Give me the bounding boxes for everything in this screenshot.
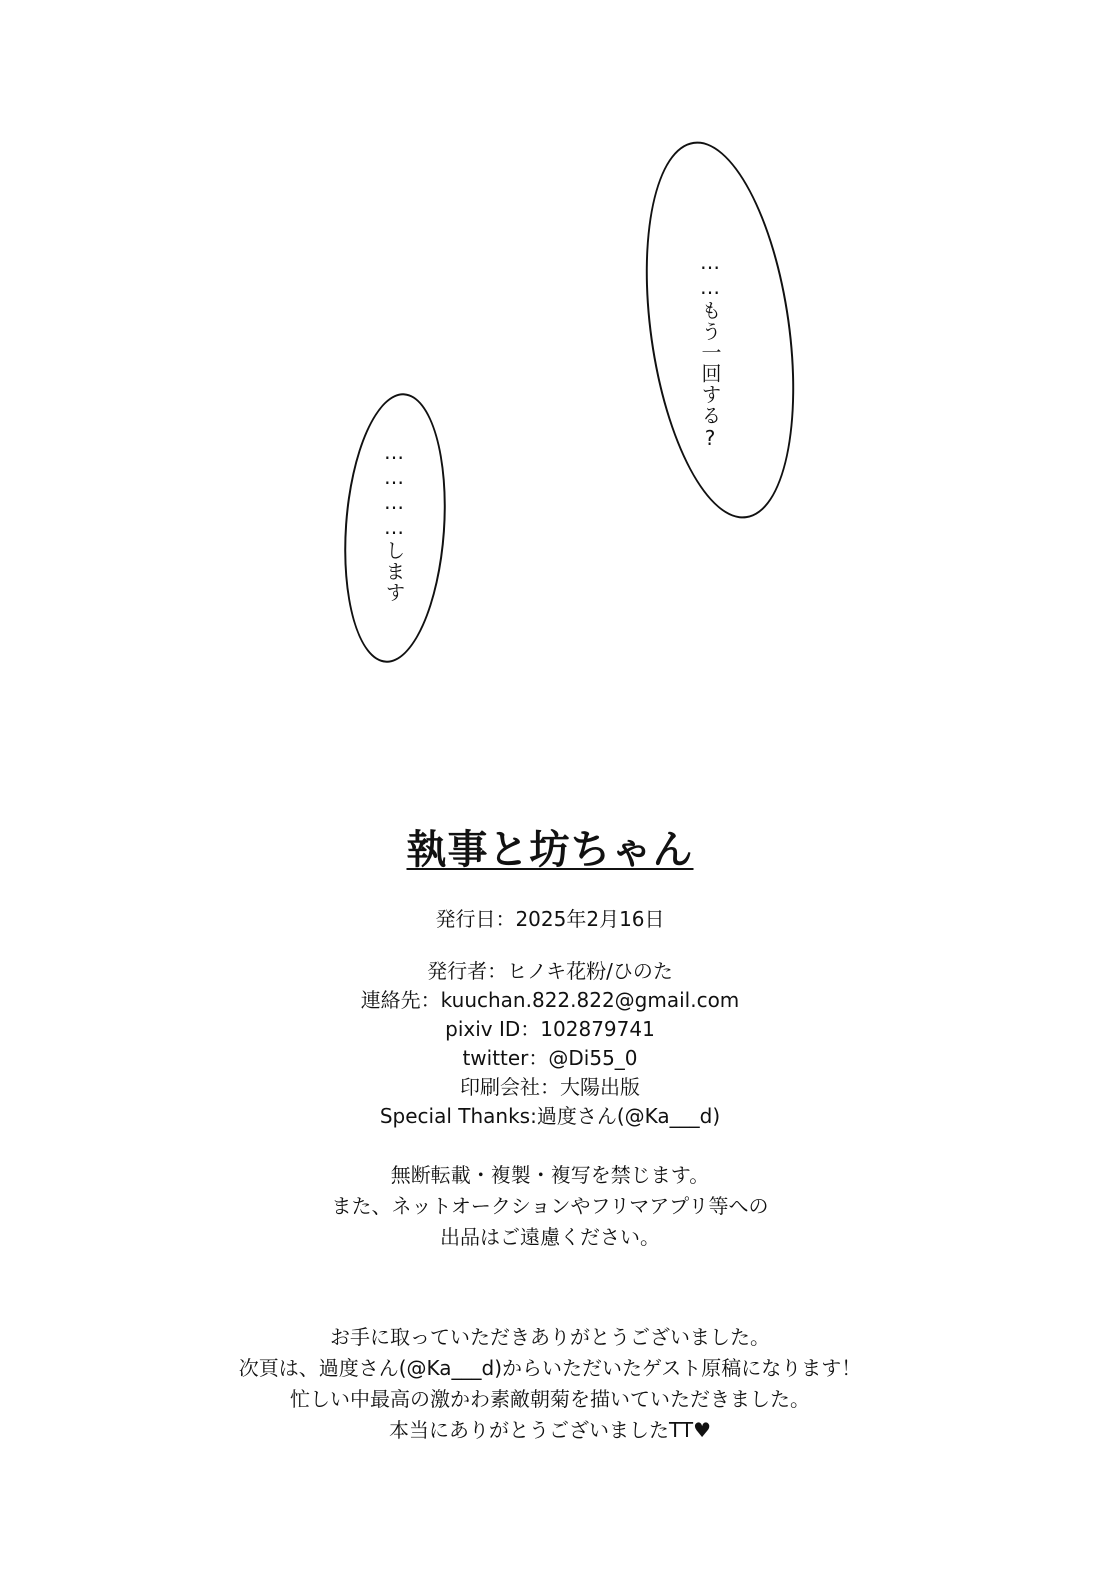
bubble-large-text: ……もう一回する? [698,250,722,451]
info-publisher: 発行者：ヒノキ花粉/ひのた [427,959,673,983]
thanks-line: お手に取っていただきありがとうございました。 [330,1325,770,1349]
info-twitter: twitter：@Di55_0 [462,1046,638,1070]
publisher-info [0,957,1100,1131]
notice-line: 出品はご遠慮ください。 [440,1225,660,1249]
thanks-line: 本当にありがとうございましたTT♥ [388,1418,711,1442]
info-printer: 印刷会社：大陽出版 [460,1075,640,1099]
thanks-message [0,1322,1100,1446]
bubble-small-text: …………します [382,440,406,603]
thanks-line: 次頁は、過度さん(@Ka___d)からいただいたゲスト原稿になります！ [238,1356,862,1380]
title-block [0,822,1100,878]
notice-line: また、ネットオークションやフリマアプリ等への [331,1194,769,1218]
info-special-thanks: Special Thanks:過度さん(@Ka___d) [379,1104,721,1128]
thanks-line: 忙しい中最高の激かわ素敵朝菊を描いていただきました。 [290,1387,810,1411]
publish-date: 発行日：2025年2月16日 [435,907,665,931]
notice-line: 無断転載・複製・複写を禁じます。 [390,1163,710,1187]
info-contact: 連絡先：kuuchan.822.822@gmail.com [360,988,740,1012]
copyright-notice [0,1160,1100,1253]
book-title: 執事と坊ちゃん [406,827,694,873]
info-pixiv: pixiv ID：102879741 [445,1017,655,1041]
